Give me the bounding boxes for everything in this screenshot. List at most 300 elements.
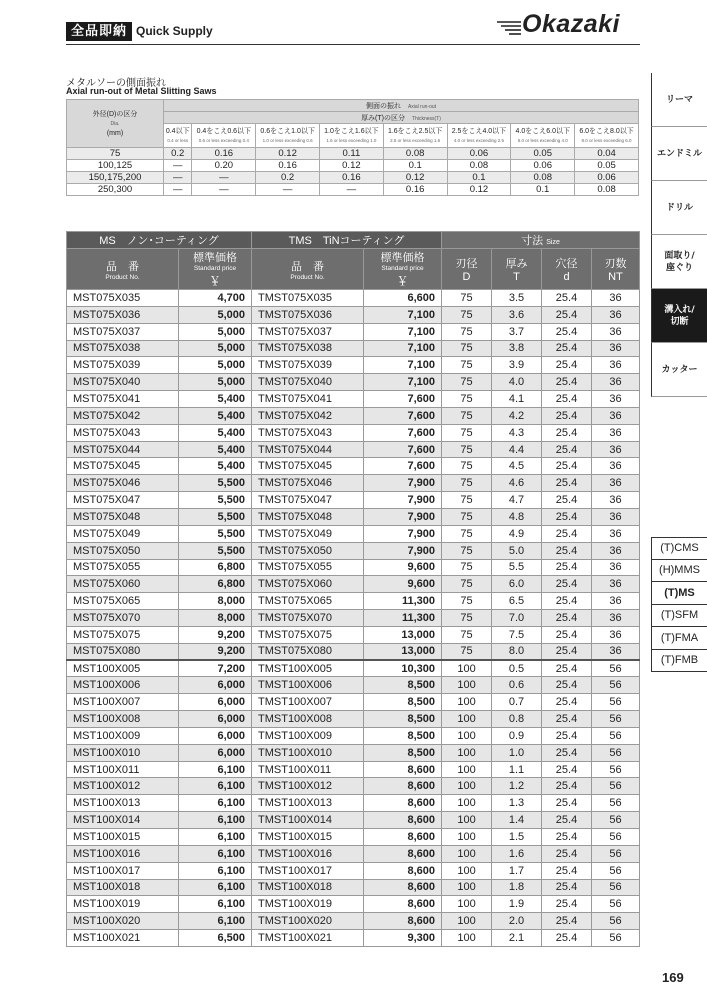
thickness-value: 2.1 [492, 930, 542, 947]
bore-value: 25.4 [542, 323, 592, 340]
thickness-range-header [192, 124, 256, 148]
diameter-category-label-en: Dia. [110, 120, 120, 127]
bore-value: 25.4 [542, 778, 592, 795]
tms-price: 8,600 [364, 862, 442, 879]
ms-price: 7,200 [179, 660, 252, 677]
table-row [67, 930, 640, 947]
diameter-value: 75 [442, 492, 492, 509]
runout-row [67, 184, 639, 196]
ms-product-code: MST075X060 [67, 576, 179, 593]
tms-price: 7,900 [364, 542, 442, 559]
table-row [67, 593, 640, 610]
bore-value: 25.4 [542, 542, 592, 559]
table-row [67, 525, 640, 542]
axial-runout-table [66, 99, 639, 196]
tms-product-code: TMST075X042 [252, 407, 364, 424]
ms-product-code: MST075X040 [67, 374, 179, 391]
table-row [67, 441, 640, 458]
thickness-range-header [575, 124, 639, 148]
tms-product-code: TMST100X017 [252, 862, 364, 879]
table-row [67, 913, 640, 930]
quick-supply-label: Quick Supply [136, 24, 213, 38]
diameter-cell: 75 [67, 148, 164, 160]
bore-value: 25.4 [542, 340, 592, 357]
tms-product-code: TMST100X010 [252, 744, 364, 761]
runout-value-cell: 0.1 [447, 172, 511, 184]
side-tab-label: 面取り/ 座ぐり [664, 250, 695, 273]
runout-row [67, 148, 639, 160]
ms-product-code: MST100X007 [67, 694, 179, 711]
bore-value: 25.4 [542, 896, 592, 913]
ms-code-label-en: Product No. [105, 273, 140, 281]
ms-product-code: MST100X015 [67, 829, 179, 846]
ms-product-code: MST100X016 [67, 845, 179, 862]
dimension-title-en: Size [546, 239, 560, 246]
ms-price: 6,100 [179, 913, 252, 930]
thickness-range-label-en: 8.0 or less exceeding 6.0 [581, 137, 632, 143]
ms-price: 6,000 [179, 677, 252, 694]
thickness-value: 1.1 [492, 761, 542, 778]
teeth-value: 36 [592, 542, 640, 559]
ms-price: 6,100 [179, 896, 252, 913]
ms-product-code: MST100X009 [67, 727, 179, 744]
bore-value: 25.4 [542, 862, 592, 879]
runout-value-cell: 0.12 [383, 172, 447, 184]
tms-price: 7,100 [364, 340, 442, 357]
diameter-value: 75 [442, 525, 492, 542]
tms-product-code: TMST075X080 [252, 643, 364, 660]
runout-value-cell: — [164, 160, 192, 172]
tms-price: 13,000 [364, 643, 442, 660]
bore-value: 25.4 [542, 424, 592, 441]
runout-value-cell: 0.1 [511, 184, 575, 196]
bore-value: 25.4 [542, 711, 592, 728]
ms-product-code: MST100X021 [67, 930, 179, 947]
tms-price: 7,600 [364, 407, 442, 424]
bore-value: 25.4 [542, 357, 592, 374]
series-tab[interactable] [651, 537, 707, 560]
side-tab[interactable] [651, 235, 707, 289]
bore-value: 25.4 [542, 492, 592, 509]
series-tab-label: (T)FMB [660, 654, 699, 667]
teeth-value: 36 [592, 357, 640, 374]
diameter-value: 75 [442, 407, 492, 424]
runout-value-cell: 0.12 [256, 148, 320, 160]
thickness-value: 3.7 [492, 323, 542, 340]
ms-price: 5,500 [179, 475, 252, 492]
ms-product-code: MST075X047 [67, 492, 179, 509]
diameter-category-label: 外径(D)の区分 [92, 110, 138, 118]
table-row [67, 879, 640, 896]
runout-value-cell: 0.05 [575, 160, 639, 172]
tms-price: 8,500 [364, 744, 442, 761]
tms-price: 7,100 [364, 323, 442, 340]
ms-product-code: MST100X006 [67, 677, 179, 694]
diameter-value: 100 [442, 778, 492, 795]
tms-price: 7,600 [364, 424, 442, 441]
ms-price: 5,500 [179, 492, 252, 509]
tms-price-header [364, 249, 442, 290]
runout-group-label: 側面の振れ [365, 102, 401, 110]
ms-product-code: MST100X005 [67, 660, 179, 677]
thickness-value: 1.3 [492, 795, 542, 812]
tms-product-code: TMST075X065 [252, 593, 364, 610]
runout-value-cell: 0.16 [383, 184, 447, 196]
side-tab-label: リーマ [665, 94, 693, 105]
tms-price: 8,500 [364, 677, 442, 694]
ms-product-code: MST075X035 [67, 290, 179, 307]
runout-value-cell: 0.1 [383, 160, 447, 172]
teeth-value: 56 [592, 862, 640, 879]
bore-value: 25.4 [542, 441, 592, 458]
bore-value: 25.4 [542, 374, 592, 391]
table-row [67, 660, 640, 677]
runout-value-cell: — [192, 172, 256, 184]
series-tab[interactable] [651, 627, 707, 650]
ms-product-code: MST100X018 [67, 879, 179, 896]
diameter-value: 100 [442, 812, 492, 829]
diameter-value: 75 [442, 626, 492, 643]
teeth-value: 36 [592, 306, 640, 323]
table-row [67, 812, 640, 829]
tms-price: 7,900 [364, 525, 442, 542]
ms-product-code: MST075X075 [67, 626, 179, 643]
ms-product-code: MST075X039 [67, 357, 179, 374]
teeth-value: 36 [592, 626, 640, 643]
table-row [67, 290, 640, 307]
tms-price: 7,900 [364, 492, 442, 509]
table-row [67, 357, 640, 374]
tms-product-code: TMST075X035 [252, 290, 364, 307]
ms-product-code: MST075X045 [67, 458, 179, 475]
side-tab-label: カッター [661, 364, 698, 375]
tms-product-code: TMST100X008 [252, 711, 364, 728]
bore-value: 25.4 [542, 576, 592, 593]
ms-product-code: MST075X080 [67, 643, 179, 660]
runout-value-cell: 0.08 [511, 172, 575, 184]
teeth-value: 56 [592, 694, 640, 711]
ms-product-code: MST100X014 [67, 812, 179, 829]
ms-product-code: MST075X037 [67, 323, 179, 340]
thickness-value: 4.9 [492, 525, 542, 542]
dimension-column-symbol: T [513, 271, 520, 283]
runout-row [67, 160, 639, 172]
tms-price: 8,600 [364, 829, 442, 846]
tms-product-code: TMST075X041 [252, 391, 364, 408]
tms-price: 9,300 [364, 930, 442, 947]
dimension-column-header [492, 249, 542, 290]
series-tab-label: (T)CMS [660, 542, 699, 555]
teeth-value: 36 [592, 374, 640, 391]
series-tab-label: (H)MMS [659, 564, 700, 577]
runout-value-cell: 0.06 [511, 160, 575, 172]
dimension-column-symbol: d [563, 271, 570, 283]
tms-product-code: TMST075X038 [252, 340, 364, 357]
ms-price: 6,100 [179, 795, 252, 812]
thickness-range-label-en: 4.0 or less exceeding 2.5 [453, 137, 504, 143]
diameter-value: 100 [442, 711, 492, 728]
ms-price: 6,800 [179, 576, 252, 593]
side-tab[interactable] [651, 127, 707, 181]
tms-price: 8,600 [364, 812, 442, 829]
runout-value-cell: — [164, 184, 192, 196]
table-row [67, 306, 640, 323]
ms-product-code: MST075X050 [67, 542, 179, 559]
runout-value-cell: 0.11 [320, 148, 384, 160]
tms-price: 8,600 [364, 913, 442, 930]
dimension-column-label: 穴径 [555, 258, 578, 270]
table-row [67, 542, 640, 559]
runout-value-cell: 0.2 [256, 172, 320, 184]
ms-product-code: MST075X046 [67, 475, 179, 492]
thickness-range-label: 0.6をこえ1.0以下 [260, 127, 315, 135]
thickness-group-header [164, 112, 639, 124]
thickness-value: 4.1 [492, 391, 542, 408]
page-number: 169 [662, 970, 684, 985]
series-tab[interactable] [651, 605, 707, 628]
ms-section-header: MS ノン･コーティング [67, 232, 252, 249]
bore-value: 25.4 [542, 694, 592, 711]
thickness-range-header [383, 124, 447, 148]
side-tab[interactable] [651, 73, 707, 127]
ms-product-code: MST075X048 [67, 508, 179, 525]
tms-product-code: TMST075X045 [252, 458, 364, 475]
bore-value: 25.4 [542, 306, 592, 323]
ms-product-code: MST075X036 [67, 306, 179, 323]
diameter-value: 75 [442, 508, 492, 525]
ms-price: 8,000 [179, 593, 252, 610]
side-tab-label: エンドミル [656, 148, 702, 159]
tms-price: 7,600 [364, 441, 442, 458]
thickness-value: 0.5 [492, 660, 542, 677]
ms-price: 6,000 [179, 711, 252, 728]
teeth-value: 36 [592, 424, 640, 441]
table-row [67, 829, 640, 846]
runout-value-cell: — [320, 184, 384, 196]
table-row [67, 559, 640, 576]
tms-price: 8,600 [364, 879, 442, 896]
bore-value: 25.4 [542, 525, 592, 542]
tms-product-code: TMST075X048 [252, 508, 364, 525]
tms-price-label: 標準価格 [380, 252, 425, 264]
thickness-value: 1.4 [492, 812, 542, 829]
diameter-value: 75 [442, 559, 492, 576]
tms-product-code: TMST100X016 [252, 845, 364, 862]
thickness-value: 1.2 [492, 778, 542, 795]
tms-price: 7,100 [364, 374, 442, 391]
dimension-title: 寸法 [521, 235, 544, 247]
tms-price: 8,600 [364, 761, 442, 778]
tms-price: 10,300 [364, 660, 442, 677]
diameter-cell: 100,125 [67, 160, 164, 172]
bore-value: 25.4 [542, 930, 592, 947]
tms-price: 11,300 [364, 593, 442, 610]
bore-value: 25.4 [542, 761, 592, 778]
diameter-value: 75 [442, 643, 492, 660]
thickness-value: 0.8 [492, 711, 542, 728]
runout-value-cell: 0.04 [575, 148, 639, 160]
bore-value: 25.4 [542, 795, 592, 812]
series-tab[interactable] [651, 582, 707, 605]
teeth-value: 56 [592, 744, 640, 761]
bore-value: 25.4 [542, 660, 592, 677]
ms-price: 5,400 [179, 407, 252, 424]
side-tab[interactable] [651, 343, 707, 397]
ms-price: 6,100 [179, 778, 252, 795]
ms-product-code: MST100X012 [67, 778, 179, 795]
runout-value-cell: 0.2 [164, 148, 192, 160]
tms-product-code: TMST100X011 [252, 761, 364, 778]
teeth-value: 56 [592, 845, 640, 862]
ms-price: 6,800 [179, 559, 252, 576]
thickness-value: 5.0 [492, 542, 542, 559]
thickness-value: 2.0 [492, 913, 542, 930]
thickness-value: 3.6 [492, 306, 542, 323]
thickness-value: 0.6 [492, 677, 542, 694]
thickness-value: 3.9 [492, 357, 542, 374]
thickness-value: 1.8 [492, 879, 542, 896]
tms-product-code: TMST075X050 [252, 542, 364, 559]
dimension-column-symbol: NT [608, 271, 623, 283]
runout-value-cell: — [192, 184, 256, 196]
table-row [67, 845, 640, 862]
ms-price: 6,000 [179, 694, 252, 711]
ms-price: 6,100 [179, 845, 252, 862]
tms-price: 7,100 [364, 357, 442, 374]
table-row [67, 374, 640, 391]
tms-product-code: TMST100X014 [252, 812, 364, 829]
thickness-range-label: 0.4以下 [165, 127, 190, 135]
thickness-value: 1.5 [492, 829, 542, 846]
diameter-value: 75 [442, 441, 492, 458]
table-row [67, 862, 640, 879]
bore-value: 25.4 [542, 610, 592, 627]
ms-product-code: MST100X019 [67, 896, 179, 913]
diameter-unit-label: (mm) [106, 129, 124, 137]
dimension-column-header [542, 249, 592, 290]
tms-price: 8,500 [364, 727, 442, 744]
diameter-value: 100 [442, 660, 492, 677]
tms-product-code: TMST075X044 [252, 441, 364, 458]
thickness-group-label-en: Thickness(T) [412, 115, 441, 122]
runout-value-cell: 0.12 [320, 160, 384, 172]
table-row [67, 576, 640, 593]
teeth-value: 36 [592, 492, 640, 509]
series-tab[interactable] [651, 650, 707, 673]
tms-product-code: TMST075X075 [252, 626, 364, 643]
ms-price: 5,400 [179, 441, 252, 458]
bore-value: 25.4 [542, 593, 592, 610]
bore-value: 25.4 [542, 458, 592, 475]
runout-value-cell: 0.16 [320, 172, 384, 184]
ms-price: 9,200 [179, 626, 252, 643]
diameter-value: 75 [442, 610, 492, 627]
ms-price: 5,000 [179, 374, 252, 391]
diameter-value: 100 [442, 862, 492, 879]
series-tab-label: (T)SFM [660, 609, 699, 622]
thickness-value: 3.5 [492, 290, 542, 307]
table-row [67, 694, 640, 711]
yen-symbol: ￥ [208, 274, 221, 288]
thickness-value: 4.2 [492, 407, 542, 424]
thickness-range-header [320, 124, 384, 148]
table-row [67, 626, 640, 643]
dimension-column-label: 厚み [505, 258, 528, 270]
teeth-value: 56 [592, 677, 640, 694]
diameter-value: 75 [442, 391, 492, 408]
table-row [67, 677, 640, 694]
table-row [67, 508, 640, 525]
runout-group-header [164, 100, 639, 112]
teeth-value: 56 [592, 930, 640, 947]
diameter-value: 75 [442, 357, 492, 374]
table-row [67, 761, 640, 778]
thickness-range-label-en: 0.4 or less [167, 137, 189, 143]
teeth-value: 56 [592, 660, 640, 677]
thickness-value: 7.5 [492, 626, 542, 643]
thickness-value: 4.8 [492, 508, 542, 525]
diameter-value: 100 [442, 795, 492, 812]
tms-price: 7,900 [364, 475, 442, 492]
teeth-value: 36 [592, 441, 640, 458]
ms-product-code: MST100X013 [67, 795, 179, 812]
table-row [67, 424, 640, 441]
ms-product-code: MST075X065 [67, 593, 179, 610]
thickness-range-label-en: 1.6 or less exceeding 1.0 [326, 137, 377, 143]
diameter-value: 75 [442, 374, 492, 391]
diameter-value: 75 [442, 458, 492, 475]
runout-row [67, 172, 639, 184]
runout-value-cell: 0.20 [192, 160, 256, 172]
side-tab[interactable] [651, 181, 707, 235]
teeth-value: 56 [592, 778, 640, 795]
series-tab-label: (T)FMA [660, 631, 699, 644]
thickness-range-label-en: 2.5 or less exceeding 1.6 [390, 137, 441, 143]
table-row [67, 475, 640, 492]
tms-price: 8,600 [364, 896, 442, 913]
teeth-value: 36 [592, 576, 640, 593]
tms-product-code: TMST100X020 [252, 913, 364, 930]
diameter-value: 100 [442, 744, 492, 761]
thickness-value: 1.9 [492, 896, 542, 913]
ms-price: 5,400 [179, 458, 252, 475]
diameter-value: 75 [442, 424, 492, 441]
yen-symbol: ￥ [396, 274, 409, 288]
diameter-value: 100 [442, 845, 492, 862]
tms-product-code: TMST100X019 [252, 896, 364, 913]
teeth-value: 56 [592, 711, 640, 728]
bore-value: 25.4 [542, 559, 592, 576]
ms-price: 9,200 [179, 643, 252, 660]
bore-value: 25.4 [542, 643, 592, 660]
ms-product-code: MST075X055 [67, 559, 179, 576]
bore-value: 25.4 [542, 677, 592, 694]
teeth-value: 36 [592, 340, 640, 357]
diameter-value: 100 [442, 930, 492, 947]
tms-product-code: TMST075X070 [252, 610, 364, 627]
runout-value-cell: 0.08 [447, 160, 511, 172]
series-tab[interactable] [651, 560, 707, 583]
side-tab[interactable] [651, 289, 707, 343]
teeth-value: 56 [592, 913, 640, 930]
tms-price: 7,100 [364, 306, 442, 323]
dimension-column-label: 刃数 [604, 258, 627, 270]
teeth-value: 36 [592, 559, 640, 576]
ms-product-code: MST075X043 [67, 424, 179, 441]
dimension-column-label: 刃径 [455, 258, 478, 270]
ms-product-code: MST100X020 [67, 913, 179, 930]
diameter-value: 75 [442, 475, 492, 492]
